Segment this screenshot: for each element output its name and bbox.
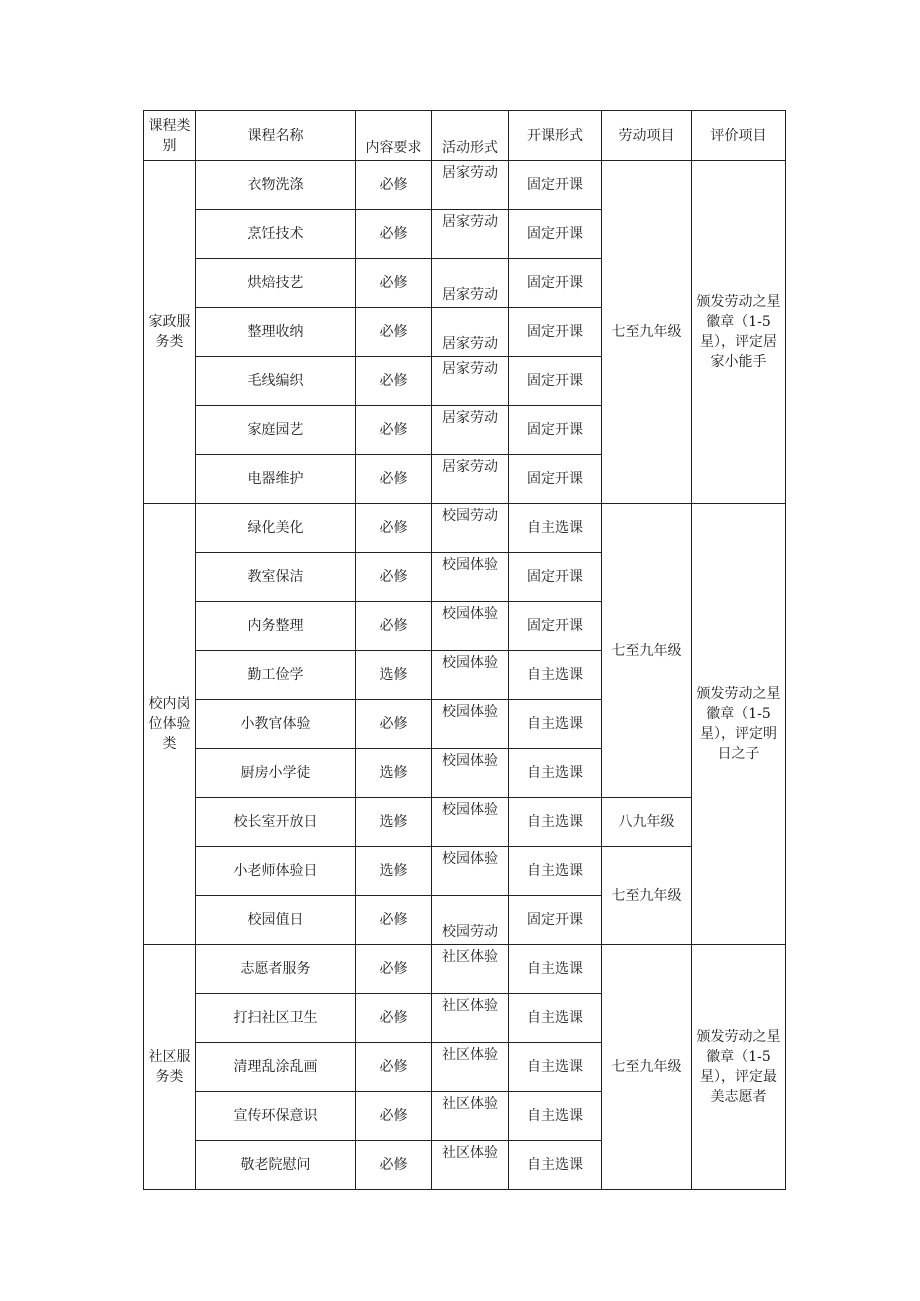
class-form-cell: 固定开课 xyxy=(509,357,602,406)
header-labor-project: 劳动项目 xyxy=(602,111,692,161)
class-form-cell: 固定开课 xyxy=(509,259,602,308)
activity-cell: 居家劳动 xyxy=(432,406,509,455)
table-row xyxy=(144,945,786,994)
class-form-cell: 自主选课 xyxy=(509,1141,602,1190)
category-cell: 社区服务类 xyxy=(144,945,196,1190)
requirement-cell: 必修 xyxy=(356,210,432,259)
grade-cell: 七至九年级 xyxy=(602,504,692,798)
course-name-cell: 勤工俭学 xyxy=(196,651,356,700)
grade-cell: 七至九年级 xyxy=(602,161,692,504)
header-activity-form: 活动形式 xyxy=(432,111,509,161)
course-name-cell: 电器维护 xyxy=(196,455,356,504)
course-name-cell: 烹饪技术 xyxy=(196,210,356,259)
course-name-cell: 校长室开放日 xyxy=(196,798,356,847)
course-name-cell: 整理收纳 xyxy=(196,308,356,357)
activity-cell: 居家劳动 xyxy=(432,455,509,504)
evaluation-cell: 颁发劳动之星徽章（1-5星），评定最美志愿者 xyxy=(692,945,786,1190)
activity-cell: 校园体验 xyxy=(432,798,509,847)
requirement-cell: 必修 xyxy=(356,455,432,504)
course-name-cell: 校园值日 xyxy=(196,896,356,945)
activity-cell: 校园体验 xyxy=(432,700,509,749)
requirement-cell: 选修 xyxy=(356,847,432,896)
grade-cell: 七至九年级 xyxy=(602,945,692,1190)
header-evaluation: 评价项目 xyxy=(692,111,786,161)
class-form-cell: 自主选课 xyxy=(509,651,602,700)
requirement-cell: 必修 xyxy=(356,259,432,308)
class-form-cell: 自主选课 xyxy=(509,798,602,847)
table-row xyxy=(144,504,786,553)
activity-cell: 校园体验 xyxy=(432,602,509,651)
activity-cell: 居家劳动 xyxy=(432,210,509,259)
requirement-cell: 必修 xyxy=(356,308,432,357)
class-form-cell: 固定开课 xyxy=(509,308,602,357)
class-form-cell: 自主选课 xyxy=(509,1092,602,1141)
activity-cell: 居家劳动 xyxy=(432,357,509,406)
class-form-cell: 自主选课 xyxy=(509,504,602,553)
category-cell: 家政服务类 xyxy=(144,161,196,504)
header-requirement: 内容要求 xyxy=(356,111,432,161)
course-name-cell: 打扫社区卫生 xyxy=(196,994,356,1043)
requirement-cell: 必修 xyxy=(356,357,432,406)
activity-cell: 校园体验 xyxy=(432,651,509,700)
course-name-cell: 小老师体验日 xyxy=(196,847,356,896)
requirement-cell: 必修 xyxy=(356,945,432,994)
activity-cell: 校园体验 xyxy=(432,847,509,896)
header-class-form: 开课形式 xyxy=(509,111,602,161)
course-table xyxy=(143,110,786,1190)
activity-cell: 社区体验 xyxy=(432,945,509,994)
course-name-cell: 宣传环保意识 xyxy=(196,1092,356,1141)
table-row xyxy=(144,847,786,896)
grade-cell: 七至九年级 xyxy=(602,847,692,945)
class-form-cell: 固定开课 xyxy=(509,406,602,455)
requirement-cell: 必修 xyxy=(356,896,432,945)
evaluation-cell: 颁发劳动之星徽章（1-5星），评定居家小能手 xyxy=(692,161,786,504)
header-course-name: 课程名称 xyxy=(196,111,356,161)
activity-cell: 社区体验 xyxy=(432,994,509,1043)
class-form-cell: 固定开课 xyxy=(509,553,602,602)
table-row xyxy=(144,798,786,847)
activity-cell: 居家劳动 xyxy=(432,259,509,308)
class-form-cell: 固定开课 xyxy=(509,161,602,210)
activity-cell: 校园劳动 xyxy=(432,896,509,945)
category-cell: 校内岗位体验类 xyxy=(144,504,196,945)
class-form-cell: 固定开课 xyxy=(509,602,602,651)
requirement-cell: 选修 xyxy=(356,651,432,700)
requirement-cell: 必修 xyxy=(356,1043,432,1092)
requirement-cell: 必修 xyxy=(356,700,432,749)
course-name-cell: 厨房小学徒 xyxy=(196,749,356,798)
requirement-cell: 必修 xyxy=(356,602,432,651)
class-form-cell: 自主选课 xyxy=(509,749,602,798)
table-row xyxy=(144,161,786,210)
requirement-cell: 必修 xyxy=(356,161,432,210)
evaluation-cell: 颁发劳动之星徽章（1-5星），评定明日之子 xyxy=(692,504,786,945)
activity-cell: 社区体验 xyxy=(432,1043,509,1092)
requirement-cell: 必修 xyxy=(356,553,432,602)
class-form-cell: 固定开课 xyxy=(509,455,602,504)
requirement-cell: 选修 xyxy=(356,798,432,847)
class-form-cell: 自主选课 xyxy=(509,1043,602,1092)
course-name-cell: 烘焙技艺 xyxy=(196,259,356,308)
class-form-cell: 自主选课 xyxy=(509,700,602,749)
course-name-cell: 敬老院慰问 xyxy=(196,1141,356,1190)
requirement-cell: 必修 xyxy=(356,1141,432,1190)
activity-cell: 社区体验 xyxy=(432,1092,509,1141)
class-form-cell: 自主选课 xyxy=(509,994,602,1043)
header-category: 课程类别 xyxy=(144,111,196,161)
class-form-cell: 固定开课 xyxy=(509,896,602,945)
course-name-cell: 清理乱涂乱画 xyxy=(196,1043,356,1092)
activity-cell: 校园体验 xyxy=(432,749,509,798)
course-name-cell: 毛线编织 xyxy=(196,357,356,406)
course-name-cell: 志愿者服务 xyxy=(196,945,356,994)
course-name-cell: 内务整理 xyxy=(196,602,356,651)
table-header-row xyxy=(144,111,786,161)
activity-cell: 居家劳动 xyxy=(432,308,509,357)
course-name-cell: 家庭园艺 xyxy=(196,406,356,455)
course-name-cell: 教室保洁 xyxy=(196,553,356,602)
requirement-cell: 必修 xyxy=(356,994,432,1043)
course-name-cell: 衣物洗涤 xyxy=(196,161,356,210)
class-form-cell: 自主选课 xyxy=(509,945,602,994)
activity-cell: 居家劳动 xyxy=(432,161,509,210)
requirement-cell: 必修 xyxy=(356,1092,432,1141)
class-form-cell: 固定开课 xyxy=(509,210,602,259)
requirement-cell: 选修 xyxy=(356,749,432,798)
grade-cell: 八九年级 xyxy=(602,798,692,847)
requirement-cell: 必修 xyxy=(356,406,432,455)
activity-cell: 校园劳动 xyxy=(432,504,509,553)
activity-cell: 校园体验 xyxy=(432,553,509,602)
course-name-cell: 小教官体验 xyxy=(196,700,356,749)
activity-cell: 社区体验 xyxy=(432,1141,509,1190)
class-form-cell: 自主选课 xyxy=(509,847,602,896)
course-name-cell: 绿化美化 xyxy=(196,504,356,553)
requirement-cell: 必修 xyxy=(356,504,432,553)
